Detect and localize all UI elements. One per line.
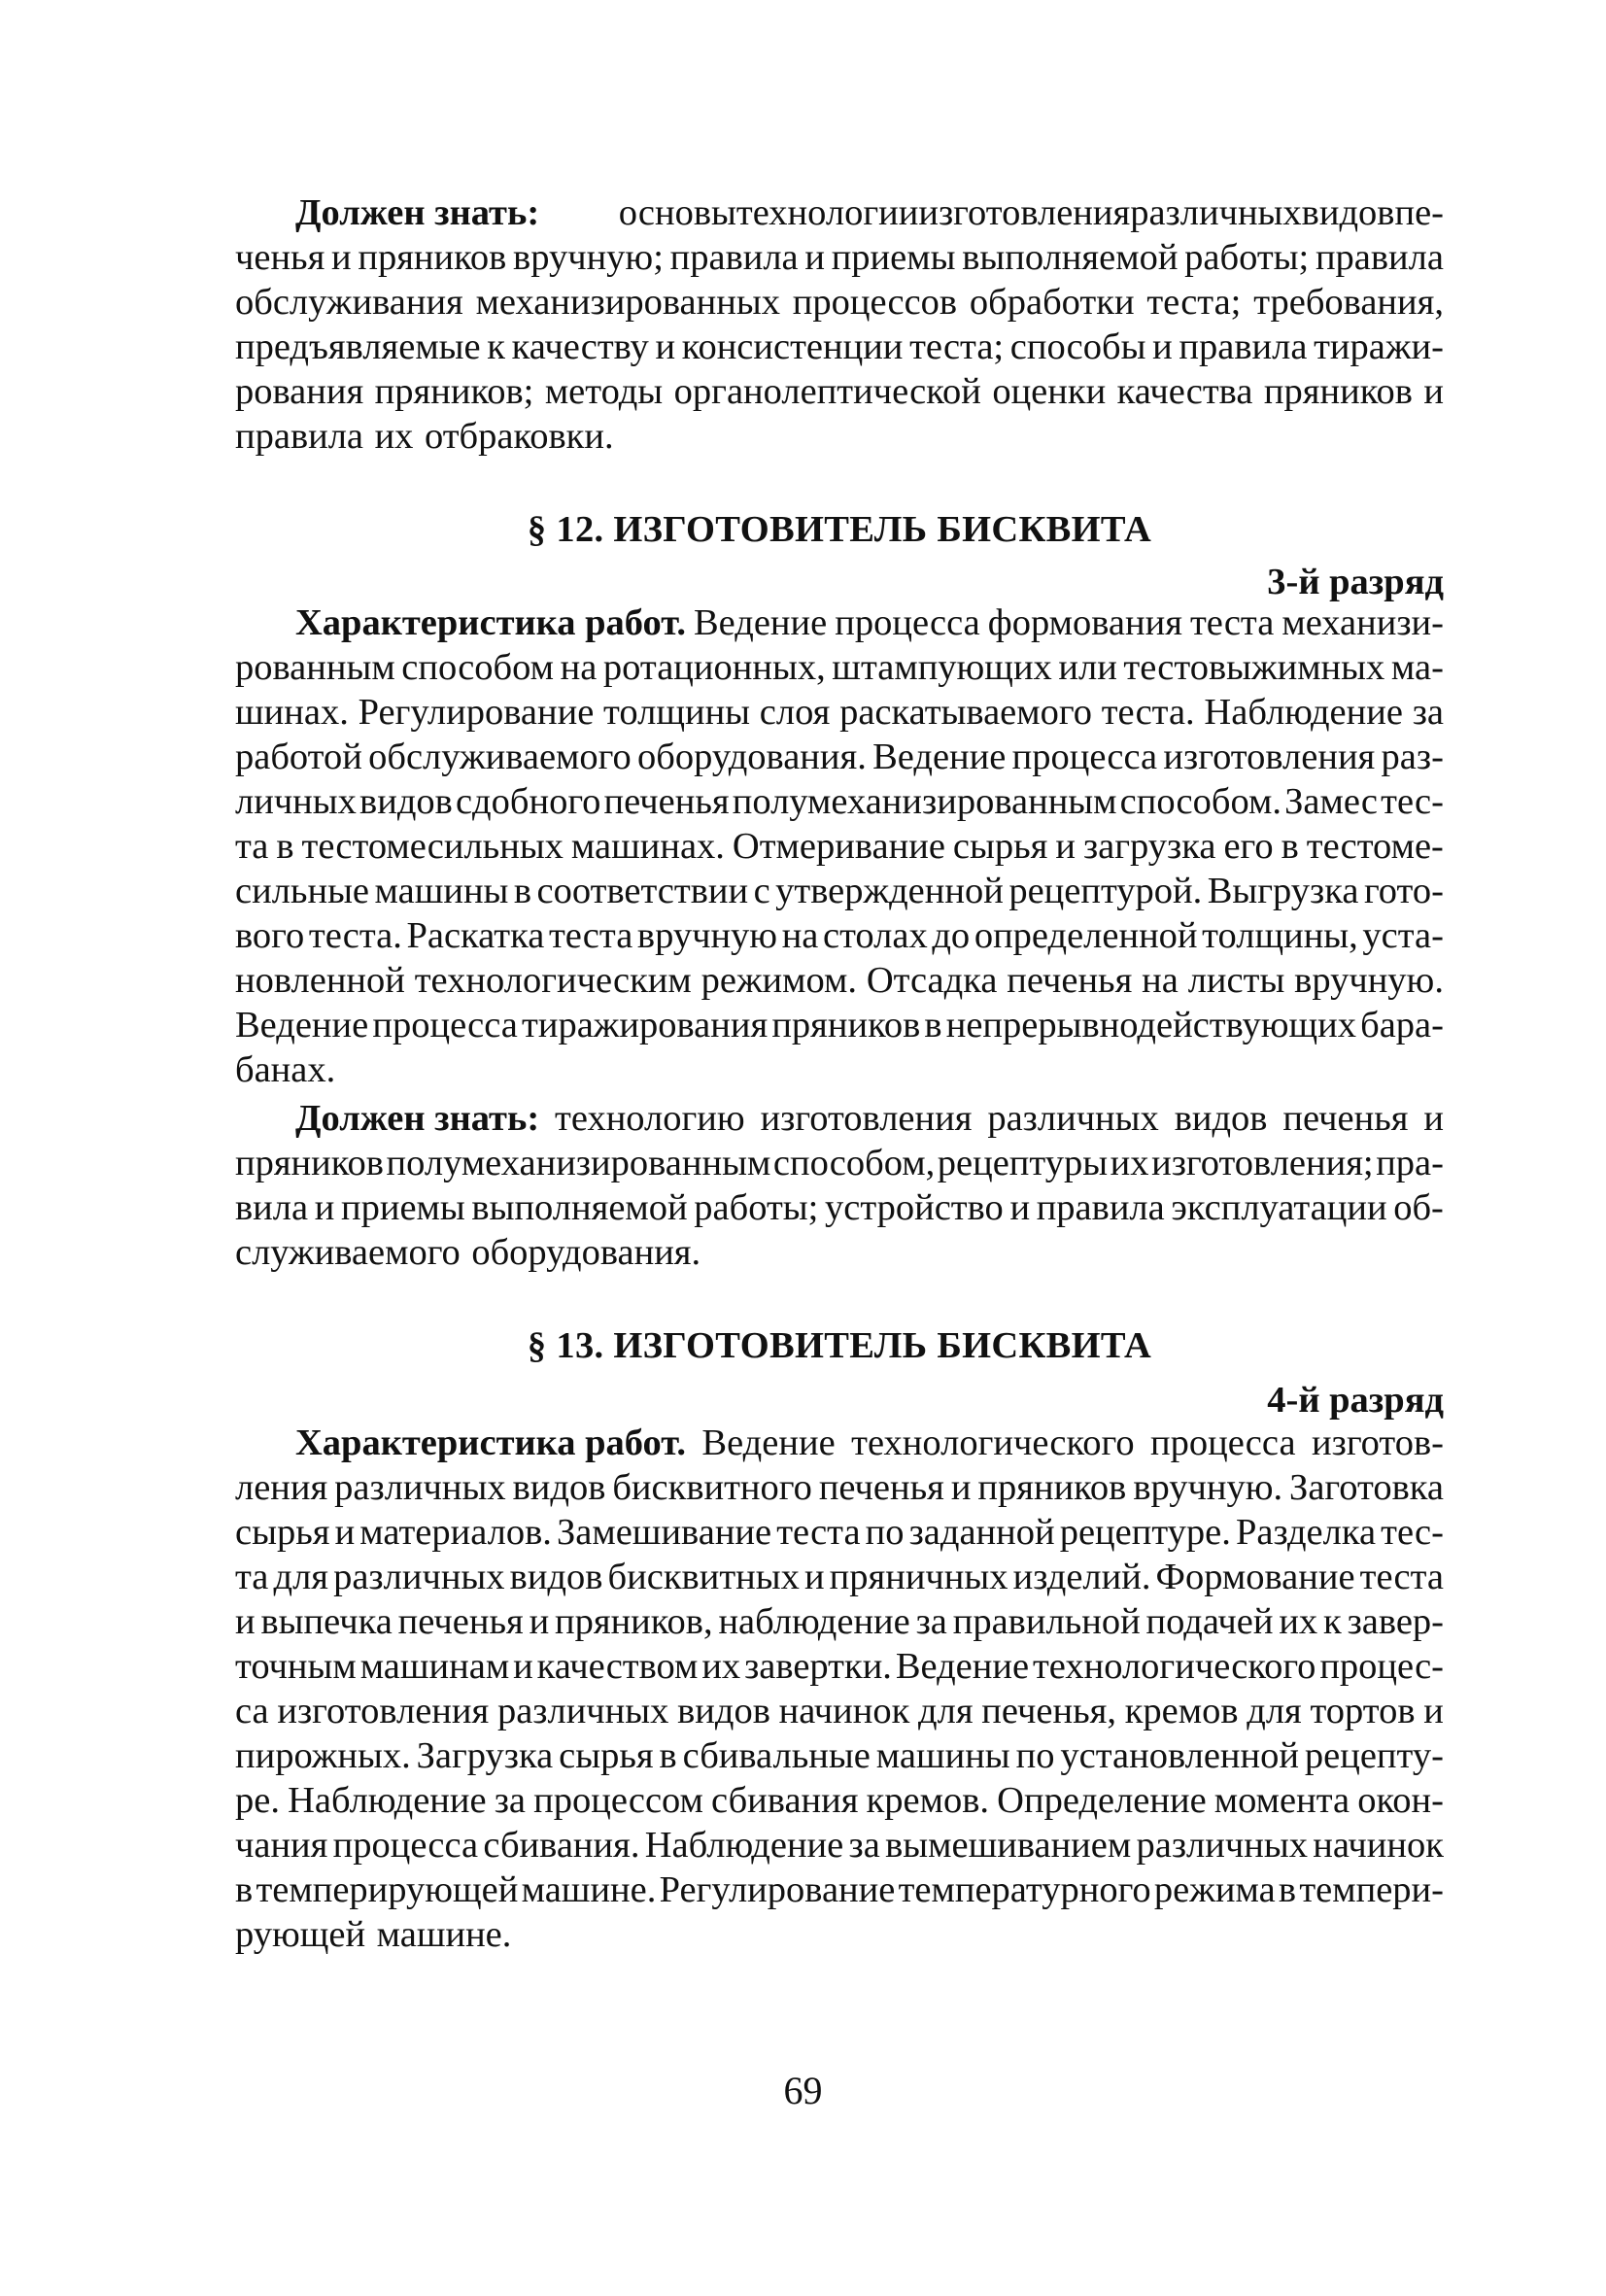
word: и: [804, 237, 825, 278]
paragraph-line: [235, 1465, 1444, 1510]
word: печенья: [397, 1601, 524, 1642]
word: и: [1055, 826, 1076, 867]
word: в: [1281, 826, 1299, 867]
word: са: [235, 1691, 269, 1731]
word: кремов.: [866, 1780, 990, 1821]
word: загрузка: [1082, 826, 1216, 867]
word: в: [659, 1735, 677, 1776]
word: методы: [544, 371, 664, 412]
word: обслуживания: [235, 282, 463, 323]
word: рецептуры: [937, 1143, 1109, 1183]
word: и: [529, 1601, 550, 1642]
word: видов: [512, 1467, 606, 1508]
paragraph-line: [235, 913, 1444, 958]
word: об-: [1393, 1187, 1444, 1228]
word: различных: [334, 1467, 506, 1508]
word: и: [235, 1601, 256, 1642]
word: ре.: [235, 1780, 280, 1821]
word: Раскатка: [406, 915, 545, 956]
word: тес-: [1381, 781, 1444, 822]
word: различных: [987, 1098, 1159, 1139]
word: его: [1223, 826, 1274, 867]
word: различных: [496, 1691, 669, 1731]
paragraph-line: [235, 1912, 1444, 1957]
word: рецепту-: [1304, 1735, 1444, 1776]
word: и: [655, 326, 676, 367]
word: уста-: [1362, 915, 1444, 956]
word: механизированных: [475, 282, 780, 323]
word: тестомесильных: [301, 826, 564, 867]
word: машины: [875, 1735, 1010, 1776]
word: подачей: [1145, 1601, 1274, 1642]
word: пряников: [1263, 371, 1413, 412]
word: технологию: [555, 1098, 745, 1139]
word: Загрузка: [416, 1735, 554, 1776]
word: гото-: [1363, 871, 1444, 911]
word: пряников: [235, 1143, 384, 1183]
word: предъявляемые: [235, 326, 481, 367]
paragraph-line: [235, 1823, 1444, 1868]
paragraph-line: [235, 1003, 1444, 1047]
word: ротационных,: [602, 647, 826, 688]
word: непрерывнодействующих: [945, 1005, 1356, 1045]
word: Замешивание: [556, 1512, 772, 1553]
word: способы: [1009, 326, 1146, 367]
word: та: [235, 1557, 269, 1597]
word: машине.: [521, 1869, 657, 1910]
word: заданной: [908, 1512, 1055, 1553]
word: и: [950, 1467, 972, 1508]
word: теста: [1359, 1557, 1444, 1597]
word: начинок: [778, 1691, 910, 1731]
word: способом.: [1119, 781, 1281, 822]
word: и: [1009, 1187, 1031, 1228]
word: Ведение: [693, 602, 828, 643]
word: изготовления: [277, 1691, 490, 1731]
word: Наблюдение: [288, 1780, 487, 1821]
page-number: 69: [783, 2069, 823, 2112]
word: видов: [677, 1691, 770, 1731]
section-13-title: § 13. ИЗГОТОВИТЕЛЬ БИСКВИТА: [527, 1325, 1152, 1366]
word: работой: [235, 737, 362, 777]
line-text: рующей машине.: [235, 1914, 512, 1955]
word: теста.: [308, 915, 402, 956]
word: толщины,: [1202, 915, 1358, 956]
word: Ведение: [235, 1005, 369, 1045]
word: тиражи-: [1314, 326, 1444, 367]
word: столах: [823, 915, 928, 956]
paragraph-line: [235, 1047, 1444, 1092]
paragraph-line: [235, 414, 1444, 459]
word: их: [701, 1646, 741, 1687]
word: правила: [1036, 1187, 1165, 1228]
word: консистенции: [681, 326, 904, 367]
word: за: [494, 1780, 526, 1821]
word: по: [1015, 1735, 1055, 1776]
paragraph-line: [235, 1230, 1444, 1275]
word: Наблюдение: [644, 1825, 844, 1866]
word: печенья: [603, 781, 730, 822]
word: выпечка: [260, 1601, 393, 1642]
word: в: [235, 1869, 254, 1910]
word: процесса: [372, 1005, 518, 1045]
word: ма-: [1390, 647, 1444, 688]
word: приемы: [340, 1187, 465, 1228]
word: определенной: [974, 915, 1198, 956]
word: пряников,: [555, 1601, 713, 1642]
word: и: [331, 237, 352, 278]
word: окон-: [1357, 1780, 1444, 1821]
word: для: [273, 1557, 328, 1597]
paragraph-line: [235, 1185, 1444, 1230]
word: полумеханизированным: [732, 781, 1117, 822]
word: листы: [1187, 960, 1285, 1001]
word: сдобного: [455, 781, 601, 822]
word: точным: [235, 1646, 357, 1687]
word: шинах.: [235, 692, 349, 733]
word: Разделка: [1235, 1512, 1377, 1553]
word: процесса: [1011, 737, 1158, 777]
word: тестовыжимных: [1123, 647, 1385, 688]
word: сбивания.: [483, 1825, 640, 1866]
word: пирожных.: [235, 1735, 411, 1776]
word: пряничных: [829, 1557, 1008, 1597]
word: теста.: [1101, 692, 1195, 733]
paragraph-line: [235, 600, 1444, 645]
word: выполняемой: [962, 237, 1179, 278]
word: Формование: [1155, 1557, 1355, 1597]
word: печенья: [1282, 1098, 1409, 1139]
word: правила: [1179, 326, 1308, 367]
word: изделий.: [1012, 1557, 1151, 1597]
word: пряников: [977, 1467, 1127, 1508]
word: завер-: [1347, 1601, 1444, 1642]
word: и: [334, 1512, 356, 1553]
word: режима: [1153, 1869, 1276, 1910]
word: изготовления: [1163, 737, 1376, 777]
word: видов: [509, 1557, 603, 1597]
word: материалов.: [359, 1512, 552, 1553]
word: личных: [235, 781, 357, 822]
word: Отсадка: [866, 960, 998, 1001]
line-text: банах.: [235, 1049, 336, 1090]
word: выполняемой: [471, 1187, 688, 1228]
word: или: [1058, 647, 1117, 688]
word: обработки: [969, 282, 1135, 323]
section-13-grade: 4-й разряд: [1267, 1380, 1444, 1421]
word: пряников: [358, 237, 507, 278]
word: правила: [1315, 237, 1444, 278]
word: эксплуатации: [1171, 1187, 1387, 1228]
word: соответствии: [536, 871, 749, 911]
word: рецептурой.: [1008, 871, 1203, 911]
word: сырья: [952, 826, 1048, 867]
word: бисквитных: [607, 1557, 800, 1597]
word: качеству: [511, 326, 649, 367]
word: процесса: [835, 602, 980, 643]
paragraph-line: [235, 1555, 1444, 1599]
word: по: [865, 1512, 905, 1553]
word: рования: [235, 371, 364, 412]
word: способом,: [772, 1143, 936, 1183]
word: Регулирование: [659, 1869, 896, 1910]
word: пе-: [1394, 192, 1444, 233]
paragraph-line: [235, 235, 1444, 280]
word: слоя: [759, 692, 831, 733]
word: технологического: [851, 1422, 1135, 1463]
word: способом: [401, 647, 555, 688]
paragraph-line: [235, 1644, 1444, 1689]
word: сырья: [235, 1512, 330, 1553]
paragraph-label: Характеристика работ.: [295, 602, 686, 643]
word: для: [1247, 1691, 1302, 1731]
word: наблюдение: [718, 1601, 910, 1642]
word: вымешиванием: [885, 1825, 1132, 1866]
word: теста: [1189, 602, 1275, 643]
word: вого: [235, 915, 305, 956]
word: работы;: [1184, 237, 1310, 278]
word: Ведение: [895, 1646, 1030, 1687]
word: вила: [235, 1187, 309, 1228]
word: различных: [1136, 1825, 1308, 1866]
word: механизи-: [1281, 602, 1444, 643]
paragraph-line: [235, 869, 1444, 913]
line-text: правила их отбраковки.: [235, 416, 614, 457]
word: тиражирования: [522, 1005, 769, 1045]
word: процесса: [332, 1825, 479, 1866]
word: изготовления: [760, 1098, 973, 1139]
word: теста: [776, 1512, 861, 1553]
word: вручную.: [1294, 960, 1444, 1001]
word: за: [915, 1601, 947, 1642]
word: устройство: [824, 1187, 1004, 1228]
word: новленной: [235, 960, 405, 1001]
section-12-title: § 12. ИЗГОТОВИТЕЛЬ БИСКВИТА: [527, 509, 1152, 550]
word: толщины: [603, 692, 751, 733]
word: на: [1142, 960, 1179, 1001]
word: их: [1279, 1601, 1318, 1642]
word: в: [513, 871, 532, 911]
word: изготов-: [1312, 1422, 1444, 1463]
word: сильные: [235, 871, 370, 911]
word: кремов: [1124, 1691, 1239, 1731]
word: сбивальные: [682, 1735, 871, 1776]
word: завертки.: [744, 1646, 892, 1687]
word: формования: [987, 602, 1182, 643]
word: пряников: [771, 1005, 921, 1045]
word: процессов: [792, 282, 958, 323]
word: к: [487, 326, 506, 367]
word: Выгрузка: [1207, 871, 1359, 911]
word: печенья,: [981, 1691, 1116, 1731]
word: вручную;: [513, 237, 664, 278]
word: полумеханизированным: [386, 1143, 771, 1183]
word: в: [1278, 1869, 1297, 1910]
paragraph-line: [235, 1733, 1444, 1778]
word: температурного: [898, 1869, 1151, 1910]
word: начинок: [1313, 1825, 1444, 1866]
paragraph-line: [235, 645, 1444, 690]
paragraph-line: [235, 1141, 1444, 1185]
word: в: [276, 826, 294, 867]
word: тестоме-: [1306, 826, 1444, 867]
word: и: [1423, 1691, 1444, 1731]
paragraph-line: [235, 1510, 1444, 1555]
word: Заготовка: [1289, 1467, 1444, 1508]
paragraph-line: [235, 1868, 1444, 1912]
word: раз-: [1381, 737, 1444, 777]
paragraph-label: Должен знать:: [295, 192, 540, 233]
word: на: [560, 647, 598, 688]
word: в: [924, 1005, 942, 1045]
word: та: [235, 826, 269, 867]
paragraph-label: Характеристика работ.: [295, 1422, 686, 1463]
word: раскатываемого: [839, 692, 1092, 733]
word: изготовления;: [1151, 1143, 1374, 1183]
word: видов: [1301, 192, 1395, 233]
word: машинам: [359, 1646, 510, 1687]
word: процесса: [1150, 1422, 1296, 1463]
word: с: [753, 871, 770, 911]
word: Ведение: [701, 1422, 836, 1463]
word: и: [513, 1646, 533, 1687]
word: рецептуре.: [1059, 1512, 1231, 1553]
word: видов: [359, 781, 453, 822]
word: работы;: [694, 1187, 819, 1228]
word: органолептической: [673, 371, 981, 412]
word: Регулирование: [358, 692, 595, 733]
word: машины: [374, 871, 509, 911]
word: обслуживаемого: [368, 737, 632, 777]
paragraph-text: [539, 190, 619, 235]
paragraph-line: [235, 1599, 1444, 1644]
word: за: [1412, 692, 1444, 733]
word: Замес: [1284, 781, 1378, 822]
word: темперирующей: [256, 1869, 519, 1910]
word: ления: [235, 1467, 328, 1508]
word: технологического: [1032, 1646, 1316, 1687]
paragraph-line: [235, 1421, 1444, 1465]
paragraph-line: [235, 190, 1444, 235]
paragraph-line: [235, 1096, 1444, 1141]
word: тортов: [1310, 1691, 1416, 1731]
word: правила: [669, 237, 799, 278]
word: их: [1110, 1143, 1149, 1183]
word: момента: [1213, 1780, 1350, 1821]
word: процес-: [1319, 1646, 1444, 1687]
word: за: [848, 1825, 880, 1866]
word: и: [1423, 1098, 1444, 1139]
word: до: [932, 915, 971, 956]
word: печенья: [1007, 960, 1133, 1001]
word: установленной: [1060, 1735, 1299, 1776]
word: Ведение: [872, 737, 1007, 777]
word: теста;: [909, 326, 1005, 367]
word: сбивания: [711, 1780, 859, 1821]
word: на: [781, 915, 819, 956]
word: приемы: [831, 237, 956, 278]
paragraph-line: [235, 690, 1444, 735]
word: пра-: [1376, 1143, 1444, 1183]
word: различных: [1130, 192, 1302, 233]
word: и: [1152, 326, 1173, 367]
word: вручную.: [1133, 1467, 1283, 1508]
word: для: [918, 1691, 974, 1731]
word: изготовления: [918, 192, 1131, 233]
paragraph-line: [235, 824, 1444, 869]
word: рованным: [235, 647, 395, 688]
paragraph-line: [235, 735, 1444, 779]
word: машинах.: [570, 826, 725, 867]
paragraph-line: [235, 958, 1444, 1003]
word: тес-: [1381, 1512, 1444, 1553]
word: режимом.: [700, 960, 858, 1001]
paragraph-line: [235, 779, 1444, 824]
word: качества: [1116, 371, 1253, 412]
word: чания: [235, 1825, 328, 1866]
paragraph-line: [235, 1778, 1444, 1823]
word: Отмеривание: [732, 826, 945, 867]
word: технологическим: [414, 960, 692, 1001]
word: штампующих: [832, 647, 1052, 688]
word: вручную: [636, 915, 778, 956]
word: утвержденной: [775, 871, 1004, 911]
paragraph-line: [235, 325, 1444, 369]
word: Наблюдение: [1204, 692, 1403, 733]
paragraph-line: [235, 1689, 1444, 1733]
word: качеством: [536, 1646, 699, 1687]
word: оценки: [992, 371, 1107, 412]
word: теста;: [1146, 282, 1242, 323]
paragraph-line: [235, 369, 1444, 414]
word: печенья: [818, 1467, 944, 1508]
word: ченья: [235, 237, 325, 278]
word: правильной: [952, 1601, 1141, 1642]
word: темпери-: [1299, 1869, 1444, 1910]
word: к: [1323, 1601, 1342, 1642]
section-12-grade: 3-й разряд: [1267, 562, 1444, 602]
word: бара-: [1360, 1005, 1444, 1045]
word: требования,: [1253, 282, 1444, 323]
word: сырья: [559, 1735, 654, 1776]
paragraph-line: [235, 280, 1444, 325]
line-text: служиваемого оборудования.: [235, 1232, 701, 1273]
word: процессом: [533, 1780, 703, 1821]
word: и: [314, 1187, 335, 1228]
word: и: [803, 1557, 825, 1597]
word: технологии: [735, 192, 919, 233]
word: видов: [1174, 1098, 1268, 1139]
word: и: [1423, 371, 1444, 412]
word: теста: [548, 915, 633, 956]
word: различных: [333, 1557, 505, 1597]
word: пряников;: [374, 371, 534, 412]
word: Определение: [997, 1780, 1207, 1821]
paragraph-label: Должен знать:: [295, 1098, 540, 1139]
word: основы: [618, 192, 736, 233]
word: оборудования.: [637, 737, 867, 777]
word: бисквитного: [612, 1467, 812, 1508]
